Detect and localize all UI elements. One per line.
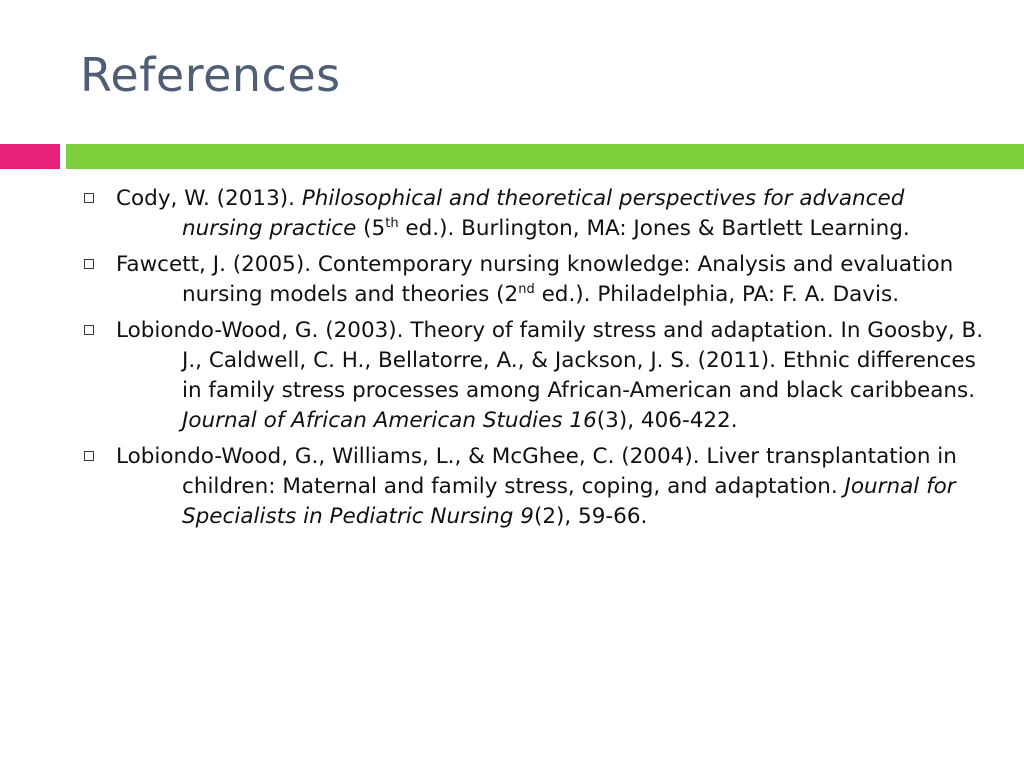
- ref-text: (3), 406-422.: [596, 408, 738, 433]
- ref-text: (2), 59-66.: [533, 504, 648, 529]
- ref-text: Fawcett, J. (2005). Contemporary nursing knowledge: Analysis and evaluation nursing models and theories (2: [116, 252, 954, 307]
- ref-text: ed.). Burlington, MA: Jones & Bartlett Learning.: [398, 216, 910, 241]
- book-title: Philosophical and theoretical perspectives for advanced nursing practice: [182, 186, 905, 241]
- reference-item: [84, 442, 984, 532]
- ref-text: (5: [356, 216, 386, 241]
- square-bullet-icon: [84, 259, 94, 269]
- ref-text: Cody, W. (2013).: [116, 186, 302, 211]
- reference-item: [84, 250, 984, 310]
- reference-item: [84, 316, 984, 436]
- journal-title: Journal of African American Studies 16: [182, 408, 597, 433]
- ordinal-suffix: nd: [518, 281, 535, 297]
- ordinal-suffix: th: [385, 215, 399, 231]
- accent-bar-green: [66, 144, 1024, 169]
- square-bullet-icon: [84, 325, 94, 335]
- ref-text: Lobiondo-Wood, G., Williams, L., & McGhee, C. (2004). Liver transplantation in children: Maternal and family stress, coping, and adaptation.: [116, 444, 957, 499]
- square-bullet-icon: [84, 193, 94, 203]
- square-bullet-icon: [84, 451, 94, 461]
- ref-text: ed.). Philadelphia, PA: F. A. Davis.: [534, 282, 900, 307]
- slide-title: References: [80, 48, 341, 102]
- journal-title: Journal for Specialists in Pediatric Nursing 9: [182, 474, 956, 529]
- accent-bar-pink: [0, 144, 60, 169]
- ref-text: Lobiondo-Wood, G. (2003). Theory of family stress and adaptation. In Goosby, B. J., Caldwell, C. H., Bellatorre, A., & Jackson, J. S. (2011). Ethnic differences in family stress processes among African-American and black caribbeans.: [116, 318, 984, 403]
- reference-list: [84, 184, 984, 538]
- reference-item: [84, 184, 984, 244]
